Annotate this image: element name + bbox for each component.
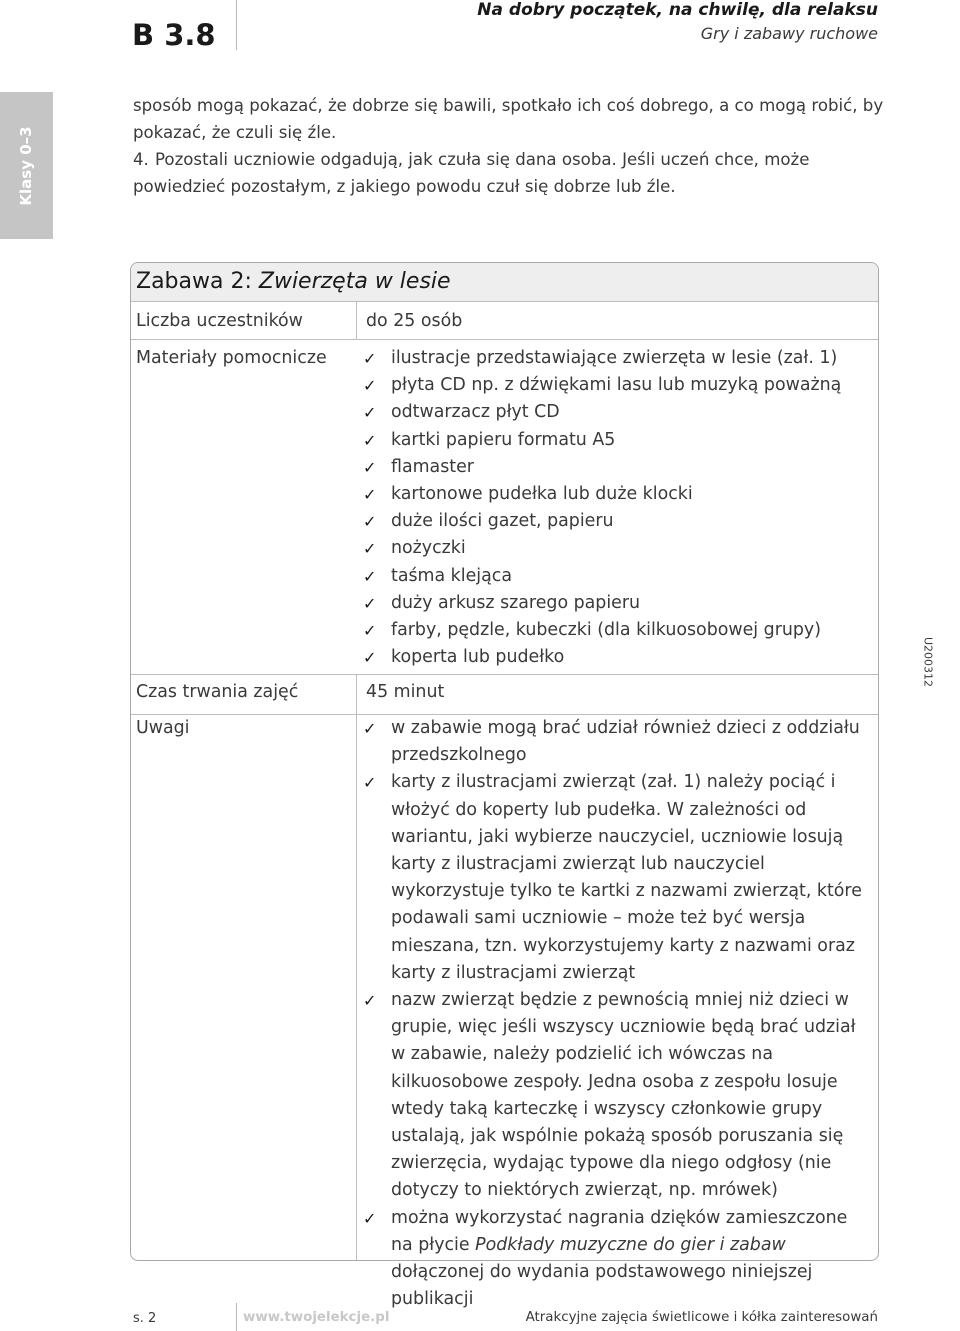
- material-item: [363, 372, 873, 399]
- material-item: [363, 345, 873, 372]
- materials-label: Materiały pomocnicze: [136, 348, 327, 368]
- intro-item-text: Pozostali uczniowie odgadują, jak czuła się dana osoba. Jeśli uczeń chce, może powiedzieć pozostałym, z jakiego powodu czuł się dobrze lub źle.: [133, 150, 810, 196]
- material-text: duże ilości gazet, papieru: [391, 511, 614, 532]
- time-value: 45 minut: [366, 682, 445, 702]
- page-number: s. 2: [133, 1311, 157, 1326]
- check-icon: ✓: [363, 566, 377, 586]
- footer-title: Atrakcyjne zajęcia świetlicowe i kółka zainteresowań: [525, 1310, 878, 1325]
- header-subtitle: Gry i zabawy ruchowe: [700, 24, 878, 43]
- material-item: [363, 399, 873, 426]
- side-tab-label: Klasy 0–3: [17, 126, 35, 206]
- check-icon: ✓: [363, 648, 377, 668]
- material-text: flamaster: [391, 456, 474, 477]
- material-item: [363, 454, 873, 481]
- note-item: [363, 987, 873, 1205]
- intro-item-4: [133, 146, 893, 200]
- note-text: w zabawie mogą brać udział również dzieci z oddziału przedszkolnego: [391, 718, 860, 766]
- check-icon: ✓: [363, 349, 377, 368]
- activity-box-header: [131, 263, 878, 302]
- notes-list: [363, 715, 873, 1313]
- material-item: [363, 563, 873, 590]
- participants-value: do 25 osób: [366, 311, 463, 331]
- material-item: [363, 535, 873, 562]
- note-item: [363, 769, 873, 987]
- footer-url: www.twojelekcje.pl: [243, 1310, 390, 1325]
- row-divider-2: [131, 674, 878, 675]
- note-text-after: dołączonej do wydania podstawowego niniejszej publikacji: [391, 1262, 813, 1310]
- check-icon: ✓: [363, 403, 377, 423]
- material-text: duży arkusz szarego papieru: [391, 592, 641, 613]
- document-code: U200312: [921, 636, 935, 688]
- material-item: [363, 427, 873, 454]
- check-icon: ✓: [363, 457, 377, 477]
- activity-box: [130, 262, 879, 1310]
- materials-list: [363, 345, 873, 671]
- check-icon: ✓: [363, 512, 377, 532]
- note-text-italic: Podkłady muzyczne do gier i zabaw: [475, 1234, 786, 1255]
- check-icon: ✓: [363, 719, 377, 738]
- header-title: Na dobry początek, na chwilę, dla relaksu: [477, 0, 878, 20]
- note-item: [363, 715, 873, 769]
- intro-paragraph: sposób mogą pokazać, że dobrze się bawili, spotkało ich coś dobrego, a co mogą robić, by pokazać, że czuli się źle.: [133, 96, 884, 142]
- column-divider-3: [356, 714, 357, 1260]
- check-icon: ✓: [363, 485, 377, 505]
- material-item: [363, 590, 873, 617]
- check-icon: ✓: [363, 773, 377, 793]
- check-icon: ✓: [363, 593, 377, 613]
- intro-text: [133, 92, 893, 200]
- material-item: [363, 617, 873, 644]
- intro-item-number: 4.: [133, 150, 149, 169]
- check-icon: ✓: [363, 430, 377, 450]
- material-text: nożyczki: [391, 538, 466, 559]
- material-text: koperta lub pudełko: [391, 647, 565, 668]
- note-text: karty z ilustracjami zwierząt (zał. 1) należy pociąć i włożyć do koperty lub pudełka. W zależności od wariantu, jaki wybierze nauczyciel, uczniowie losują karty z ilustracjami zwierząt lub nauczyciel wykorzystuje tylko te kartki z nazwami zwierząt, które podawali sami uczniowie – może też być wersja mieszana, tzn. wykorzystujemy karty z nazwami oraz karty z ilustracjami zwierząt: [391, 772, 862, 983]
- note-item: [363, 1205, 873, 1314]
- header-right: [477, 0, 878, 45]
- check-icon: ✓: [363, 991, 377, 1011]
- material-text: ilustracje przedstawiające zwierzęta w lesie (zał. 1): [391, 348, 838, 368]
- participants-label: Liczba uczestników: [136, 311, 303, 331]
- header-divider: [236, 0, 237, 50]
- material-item: [363, 481, 873, 508]
- check-icon: ✓: [363, 539, 377, 559]
- note-text: nazw zwierząt będzie z pewnością mniej niż dzieci w grupie, więc jeśli wszyscy uczniowie będą brać udział w zabawie, należy podzielić ich wówczas na kilkuosobowe zespoły. Jedna osoba z zespołu losuje wtedy taką karteczkę i wszyscy członkowie grupy ustalają, jak wspólnie pokażą sposób poruszania się zwierzęcia, wydając typowe dla niego odgłosy (nie dotyczy to niektórych zwierząt, np. mrówek): [391, 990, 856, 1201]
- check-icon: ✓: [363, 376, 377, 396]
- material-item: [363, 644, 873, 671]
- activity-title: [136, 266, 451, 298]
- check-icon: ✓: [363, 1208, 377, 1228]
- material-text: taśma klejąca: [391, 565, 512, 586]
- footer-divider: [236, 1303, 237, 1331]
- material-item: [363, 508, 873, 535]
- section-code: B 3.8: [132, 18, 216, 52]
- material-text: kartki papieru formatu A5: [391, 429, 616, 450]
- material-text: farby, pędzle, kubeczki (dla kilkuosobowej grupy): [391, 620, 821, 641]
- material-text: odtwarzacz płyt CD: [391, 402, 560, 423]
- material-text: kartonowe pudełka lub duże klocki: [391, 484, 693, 505]
- row-divider-1: [131, 339, 878, 340]
- activity-title-prefix: Zabawa 2:: [136, 269, 259, 294]
- notes-label: Uwagi: [136, 718, 190, 738]
- material-text: płyta CD np. z dźwiękami lasu lub muzyką poważną: [391, 375, 842, 396]
- column-divider-2: [356, 674, 357, 714]
- activity-title-name: Zwierzęta w lesie: [258, 269, 451, 294]
- time-label: Czas trwania zajęć: [136, 682, 299, 702]
- column-divider-1: [356, 301, 357, 339]
- note-text-before: można wykorzystać nagrania dzięków zamieszczone na płycie: [391, 1207, 848, 1255]
- check-icon: ✓: [363, 621, 377, 641]
